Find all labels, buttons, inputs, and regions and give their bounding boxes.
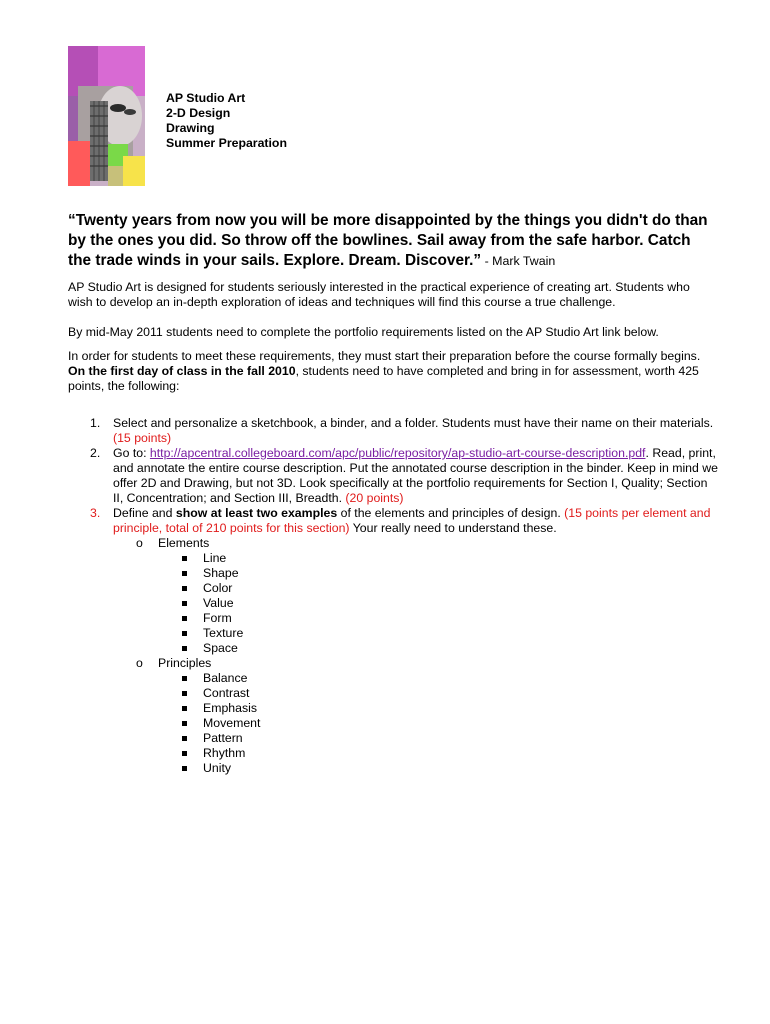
item-3-bold: show at least two examples: [175, 506, 338, 520]
square-bullet-icon: [182, 736, 187, 741]
quote-author: - Mark Twain: [481, 254, 556, 268]
item-1-text: Select and personalize a sketchbook, a binder, and a folder. Students must have their name on their materials.: [113, 416, 714, 430]
header-title-block: [166, 91, 287, 151]
header-line-drawing: Drawing: [166, 121, 215, 135]
course-description-link[interactable]: http://apcentral.collegeboard.com/apc/public/repository/ap-studio-art-course-description.pdf: [149, 446, 646, 460]
header-line-design: 2-D Design: [166, 106, 231, 120]
square-bullet-icon: [182, 586, 187, 591]
list-item: [68, 701, 718, 716]
square-bullet-icon: [182, 616, 187, 621]
quote-text: “Twenty years from now you will be more disappointed by the things you didn't do than by the ones you did. So throw off the bowlines. Sail away from the safe harbor. Catch the trade winds in your sails. Explore. Dream. Discover.”: [68, 212, 708, 269]
item-2-text: . Read, print, and annotate the entire course description. Put the annotated course description in the binder. Keep in mind we offer 2D and Drawing, but not 3D. Look specifically at the portfolio requirements for Section I, Quality; Section II, Concentration; and Section III, Breadth.: [113, 446, 718, 505]
list-item: [68, 746, 718, 761]
list-item: [68, 566, 718, 581]
deadline-paragraph: By mid-May 2011 students need to complete the portfolio requirements listed on the AP Studio Art link below.: [68, 325, 659, 339]
principle-pattern: Pattern: [203, 731, 243, 745]
element-space: Space: [203, 641, 238, 655]
list-item: [68, 551, 718, 566]
circle-bullet: o: [136, 656, 143, 670]
list-item: [68, 611, 718, 626]
principle-movement: Movement: [203, 716, 261, 730]
requirements-bold: On the first day of class in the fall 2010: [68, 364, 296, 378]
requirements-list: [68, 416, 718, 776]
list-item: [68, 641, 718, 656]
element-texture: Texture: [203, 626, 244, 640]
circle-bullet: o: [136, 536, 143, 550]
square-bullet-icon: [182, 751, 187, 756]
elements-heading: [68, 536, 718, 551]
principle-emphasis: Emphasis: [203, 701, 257, 715]
list-number: 2.: [90, 446, 101, 460]
list-item-3: [68, 506, 718, 536]
list-item: [68, 731, 718, 746]
element-value: Value: [203, 596, 234, 610]
principles-heading: [68, 656, 718, 671]
list-item-1: [68, 416, 718, 446]
principle-contrast: Contrast: [203, 686, 250, 700]
header-artwork: [68, 46, 145, 186]
list-item-2: [68, 446, 718, 506]
item-2-points: (20 points): [345, 491, 404, 505]
list-item: [68, 761, 718, 776]
principle-rhythm: Rhythm: [203, 746, 246, 760]
principles-label: Principles: [158, 656, 212, 670]
square-bullet-icon: [182, 721, 187, 726]
square-bullet-icon: [182, 601, 187, 606]
requirements-paragraph: [68, 349, 708, 394]
header-line-summer: Summer Preparation: [166, 136, 287, 150]
header-line-course: AP Studio Art: [166, 91, 246, 105]
requirements-text-2: , students need to have completed and bring in for assessment, worth 425 points, the following:: [68, 364, 699, 393]
element-line: Line: [203, 551, 227, 565]
list-item: [68, 596, 718, 611]
principle-unity: Unity: [203, 761, 232, 775]
square-bullet-icon: [182, 631, 187, 636]
item-3-points: (15 points per element and principle, total of 210 points for this section): [113, 506, 711, 535]
principle-balance: Balance: [203, 671, 248, 685]
element-shape: Shape: [203, 566, 239, 580]
requirements-text-1: In order for students to meet these requirements, they must start their preparation before the course formally begins.: [68, 349, 701, 363]
list-item: [68, 581, 718, 596]
element-color: Color: [203, 581, 233, 595]
list-item: [68, 686, 718, 701]
square-bullet-icon: [182, 646, 187, 651]
item-2-prefix: Go to:: [113, 446, 150, 460]
item-1-points: (15 points): [113, 431, 172, 445]
item-3-suffix: Your really need to understand these.: [349, 521, 557, 535]
square-bullet-icon: [182, 556, 187, 561]
quote: [68, 211, 708, 271]
elements-label: Elements: [158, 536, 210, 550]
list-number: 1.: [90, 416, 101, 430]
intro-paragraph: AP Studio Art is designed for students seriously interested in the practical experience of creating art. Students who wish to develop an in-depth exploration of ideas and techniques will find this course a true challenge.: [68, 280, 690, 309]
item-3-text: of the elements and principles of design.: [337, 506, 565, 520]
square-bullet-icon: [182, 766, 187, 771]
list-number: 3.: [90, 506, 101, 520]
square-bullet-icon: [182, 691, 187, 696]
list-item: [68, 626, 718, 641]
list-item: [68, 671, 718, 686]
square-bullet-icon: [182, 706, 187, 711]
square-bullet-icon: [182, 571, 187, 576]
square-bullet-icon: [182, 676, 187, 681]
list-item: [68, 716, 718, 731]
element-form: Form: [203, 611, 232, 625]
item-3-prefix: Define and: [113, 506, 176, 520]
